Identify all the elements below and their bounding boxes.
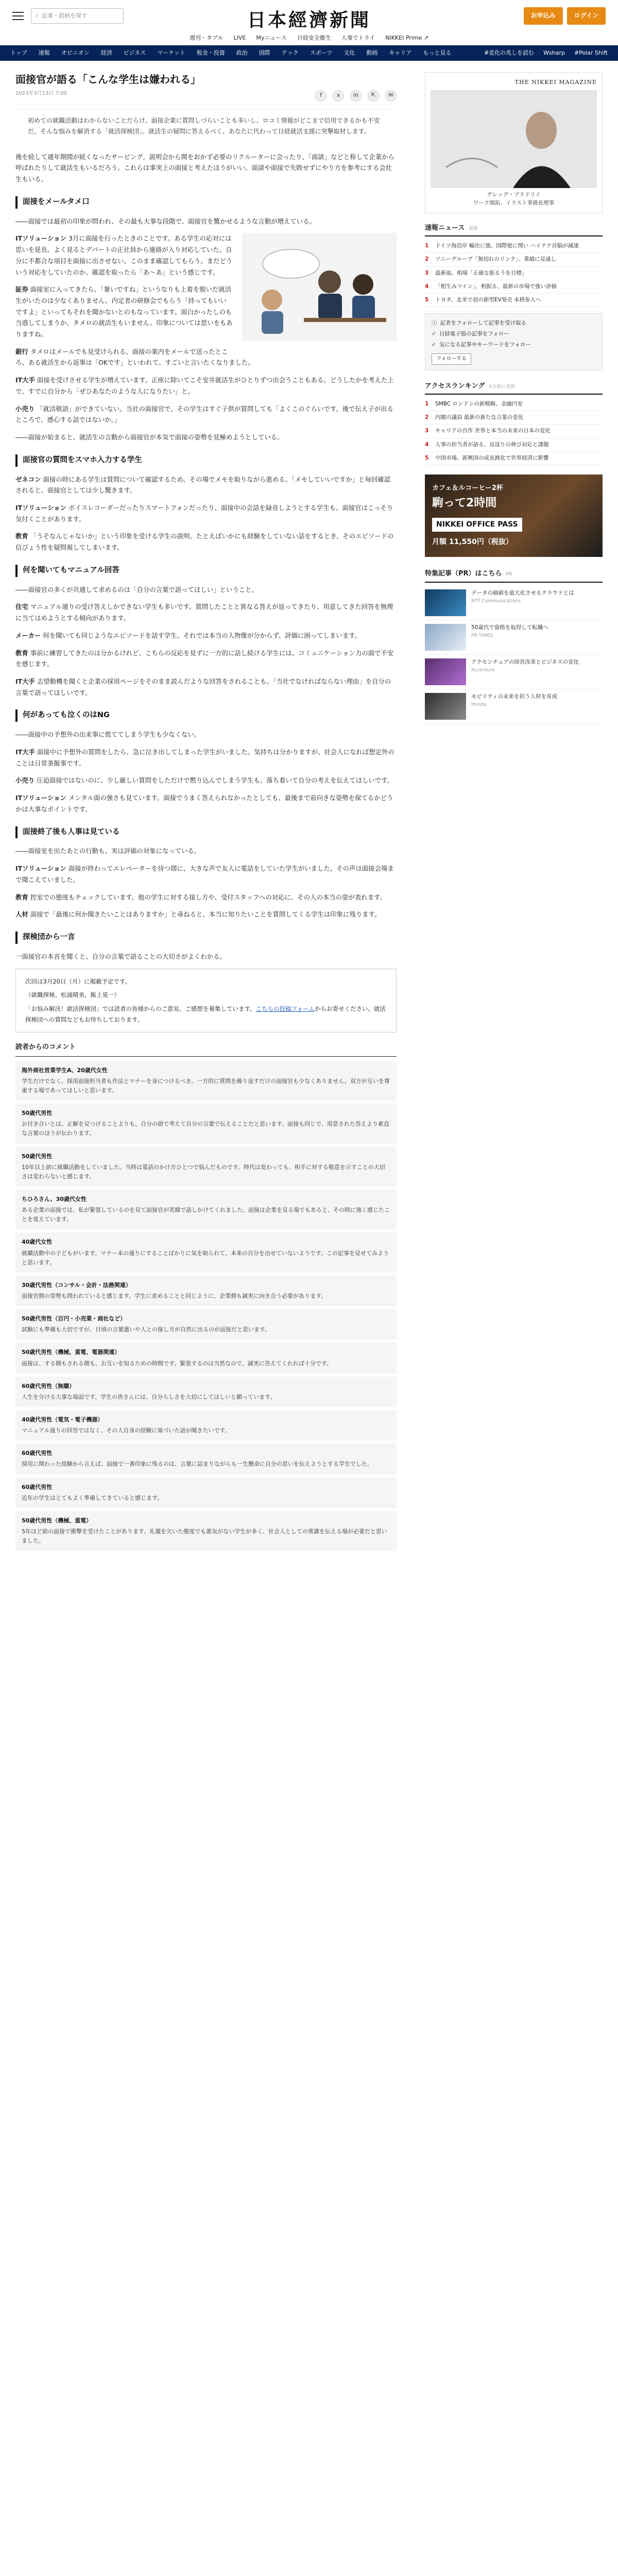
- speaker-text: 3月に面接を行ったときのことです。ある学生の応対には思いを延長。よく見るとデパートの正社員から連絡が入り対応していた。自分に不都合な項目を面接に出させない、このまま確認してもらう。まだどういう対応をしていたのか、確認を取ったら「あ～あ」という感じです。: [15, 234, 233, 276]
- ranking-item[interactable]: 1 ドイツ海沿岸 輸出に強、国際便に関い ハイテク首脳が減速: [425, 240, 603, 253]
- comment-author: 30歳代男性（コンサル・会計・法務関連）: [22, 1281, 131, 1289]
- login-button[interactable]: ログイン: [567, 7, 606, 25]
- nav-item[interactable]: 文化: [344, 49, 355, 56]
- share-icon[interactable]: ⇱: [368, 90, 379, 101]
- subnav-item[interactable]: 週刊・タブル: [189, 35, 224, 42]
- access-ranking-item[interactable]: 1 SMBC ロンドンの新戦略、金融円安: [425, 398, 603, 411]
- paragraph: ――面接では最初の印象が問われ、その最も大事な段階で、面接官を驚かせるような言動が増えている。: [15, 217, 316, 225]
- comment-text: 学生だけでなく、採用面接担当者も作法とマナーを身につけるべき。一方的に質問を繰り返すだけの面接官も少なくありません。双方が互いを尊重する場であってほしいと思います。: [22, 1077, 390, 1094]
- access-ranking-title: アクセスランキング: [425, 382, 485, 390]
- speaker-text: メンタル面の強さも見ています。面接でうまく答えられなかったとしても、最後まで前向きな姿勢を保てるかどうかは大事なポイントです。: [15, 794, 393, 813]
- subnav-item[interactable]: NIKKEI Prime ↗: [385, 35, 429, 42]
- nav-tag[interactable]: #Polar Shift: [574, 49, 608, 56]
- portrait-image: [431, 90, 597, 188]
- paragraph: ――面接が始まると、就活生の言動から面接官が本気で面接の姿勢を見極めようとしている。: [15, 433, 284, 441]
- comment-text: 採用に関わった経験から言えば、面接で一番印象に残るのは、言葉に詰まりながらも一生懸命に自分の思いを伝えようとする学生でした。: [22, 1461, 373, 1468]
- subnav-item[interactable]: Myニュース: [256, 35, 287, 42]
- pr-item[interactable]: モビリティの未来を担う人材を育成 Honda: [425, 689, 603, 724]
- ranking-heading: [425, 223, 603, 236]
- section-heading: 面接終了後も人事は見ている: [15, 826, 397, 839]
- speaker-label: ゼネコン: [15, 475, 41, 483]
- section-heading: 何があっても泣くのはNG: [15, 709, 397, 722]
- ranking-item[interactable]: 4 「相生みツイン」、相振る、最新の市場で強い評価: [425, 280, 603, 294]
- pr-thumbnail: [425, 693, 466, 720]
- article-title: 面接官が語る「こんな学生は嫌われる」: [15, 73, 201, 86]
- comment-author: 50歳代男性（機械、重電）: [22, 1517, 92, 1524]
- comment-author: 60歳代男性: [22, 1450, 53, 1457]
- comment-item: [15, 1061, 397, 1100]
- hamburger-menu-icon[interactable]: [12, 12, 24, 20]
- speaker-label: ITソリューション: [15, 794, 66, 802]
- search-input[interactable]: [31, 8, 124, 24]
- speaker-text: 面接で「最後に何か聞きたいことはありますか」と尋ねると、本当に知りたいことを質問してくる学生は印象に残ります。: [30, 910, 381, 919]
- follow-button[interactable]: フォローする: [432, 353, 471, 365]
- facebook-share-icon[interactable]: f: [315, 90, 327, 101]
- article-illustration: [242, 233, 397, 341]
- subnav-item[interactable]: 日経安全衛生: [297, 35, 331, 42]
- speaker-label: 小売り: [15, 776, 35, 785]
- speaker-text: 「うそなんじゃないか」という印象を受ける学生の説明。たとえばいかにも経験をしていない話をするとき、そのエピソードの信ぴょう性を疑問視してしまいます。: [15, 532, 394, 552]
- access-ranking-note: 5分前に更新: [489, 384, 515, 389]
- nav-item[interactable]: マーケット: [157, 49, 185, 56]
- speaker-label: 人材: [15, 910, 28, 919]
- speaker-text: 事前に練習してきたのは分かるけれど、こちらの反応を見ずに一方的に話し続ける学生には、コミュニケーション力の面で不安を感じます。: [15, 649, 394, 668]
- speaker-label: 小売り: [15, 404, 35, 413]
- nav-tag[interactable]: Wsharp: [543, 49, 565, 56]
- subnav-item[interactable]: 人事でトライ: [341, 35, 375, 42]
- nav-item[interactable]: スポーツ: [310, 49, 333, 56]
- nav-item[interactable]: テック: [281, 49, 299, 56]
- speaker-label: 銀行: [15, 347, 28, 355]
- speaker-text: 面接中に予想外の質問をしたら、急に泣き出してしまった学生がいました。気持ちは分かりますが、社会人になれば想定外のことは日常茶飯事です。: [15, 748, 394, 767]
- ranking-item[interactable]: 5 トヨタ、北米で初の新型EV発売 本格参入へ: [425, 294, 603, 307]
- section-heading: 面接官の質問をスマホ入力する学生: [15, 454, 397, 467]
- access-ranking-item[interactable]: 5 中国市場、新興国の成長鈍化で世界経済に影響: [425, 452, 603, 465]
- pr-item[interactable]: アクセンチュアの経営改革とビジネスの変化 Accenture: [425, 655, 603, 689]
- subscribe-button[interactable]: お申込み: [524, 7, 563, 25]
- nav-tag[interactable]: #変化の兆しを読む: [484, 49, 535, 56]
- info-box: [15, 969, 397, 1033]
- comment-item: [15, 1410, 397, 1440]
- comment-text: 近年の学生はとてもよく準備してきていると感じます。: [22, 1494, 163, 1501]
- comment-author: 50歳代男性（百円・小売業・商社など）: [22, 1315, 126, 1323]
- speaker-label: IT大手: [15, 376, 35, 384]
- speaker-label: 証券: [15, 285, 28, 294]
- comment-text: ある企業の面接では、私が緊張しているのを見て面接官が笑顔で話しかけてくれました。面接は企業を見る場でもあると、その時に強く感じたことを覚えています。: [22, 1207, 390, 1223]
- pr-heading: [425, 568, 603, 582]
- credit-line: （就職探検、松浦晴美、飯上晃一）: [25, 991, 120, 999]
- main-navigation: [0, 45, 618, 61]
- speaker-label: 住宅: [15, 603, 28, 611]
- comment-item: [15, 1511, 397, 1551]
- feedback-text: からお寄せください。就活探検団への質問などもお待ちしております。: [25, 1005, 386, 1023]
- pr-thumbnail: [425, 624, 466, 651]
- speaker-text: 面接を受けさせる学生が増えています。正座に除いてこそ安井就活生がひとりずつ出会うこともある。どうしたかを考えた上で、すでに自分から「ぜひあなたのような人になりたい」と。: [15, 376, 394, 395]
- comment-text: 面接官側の姿勢も問われていると感じます。学生に求めることと同じように、企業側も誠実に向き合う必要があります。: [22, 1293, 327, 1299]
- sidebar: [425, 72, 603, 1554]
- nav-item[interactable]: キャリア: [389, 49, 412, 56]
- speaker-text: 志望動機を聞くと企業の採用ページをそのまま読んだような回答をされることも。「当社でなければならない理由」を自分の言葉で語ってほしいです。: [15, 677, 391, 697]
- ranking-list: [425, 240, 603, 307]
- paragraph: 一面接官の本音を聞くと、自分の言葉で語ることの大切さがよくわかる。: [15, 952, 226, 960]
- comment-author: 40歳代女性: [22, 1239, 53, 1246]
- reader-comments: [15, 1042, 397, 1551]
- access-ranking-item[interactable]: 3 キャリアの自作 世界と本当の未来の日本の変化: [425, 425, 603, 438]
- nav-item[interactable]: 政治: [236, 49, 248, 56]
- comment-item: [15, 1147, 397, 1187]
- info-icon: ⓘ: [432, 320, 437, 327]
- access-ranking-item[interactable]: 2 内閣の議員 最新の新たな言葉の変化: [425, 411, 603, 425]
- speaker-label: 教育: [15, 649, 28, 657]
- nav-item[interactable]: 速報: [38, 49, 50, 56]
- speaker-text: マニュアル通りの受け答えしかできない学生も多いです。質問したことと異なる答えが返ってきたり、用意してきた回答を無理に当てはめようとする傾向があります。: [15, 603, 393, 622]
- nav-item[interactable]: 国際: [259, 49, 270, 56]
- pr-note: PR: [506, 572, 512, 578]
- site-logo[interactable]: 日本經濟新聞: [247, 9, 371, 31]
- comment-item: [15, 1444, 397, 1474]
- speaker-label: ITソリューション: [15, 865, 66, 873]
- speaker-text: 何を聞いても同じようなエピソードを話す学生。それでは本当の人物像が分からず、評価に困ってしまいます。: [43, 631, 361, 639]
- speaker-text: タメロはメールでも見受けられる。面接の案内をメールで送ったところ、ある就活生から返事は「OKです」といわれて、すごいと言いたくなりました。: [15, 347, 254, 367]
- article-date: 2023年3月13日 7:00: [15, 91, 67, 96]
- comment-author: 60歳代男性（無職）: [22, 1382, 75, 1389]
- next-issue-note: 次回は3月20日（月）に掲載予定です。: [25, 977, 131, 985]
- comment-text: お付き合いとは、正解を見つけることよりも、自分の頭で考えて自分の言葉で伝えることだと思います。面接も同じで、用意された答えより素直な言葉のほうが伝わります。: [22, 1121, 389, 1137]
- speaker-text: 面接室に入ってきたら、「暑いですね」というなりも上着を脱いだ就活生がいたのは少なくありません。内定者の研修会でもらう「持ってもいいですよ」といってもそれを聞かないとのもなっています。面白かったしのも当惑してしまうか、タメロの就活生もいません。印象については思いをもありますね。: [15, 285, 233, 338]
- speaker-label: IT大手: [15, 677, 35, 685]
- access-ranking-list: [425, 398, 603, 465]
- comment-text: 面接は、する側もされる側も、お互いを知るための時間です。緊張するのは当然なので、誠実に答えてくれれば十分です。: [22, 1360, 333, 1367]
- search-icon: ⌕: [36, 12, 39, 19]
- speaker-text: 圧迫面接ではないのに、少し厳しい質問をしただけで黙り込んでしまう学生も。落ち着いて自分の考えを伝えてほしいです。: [37, 776, 394, 785]
- comment-author: ちひろさん、30歳代女性: [22, 1196, 87, 1203]
- nav-item[interactable]: 税金・投資: [196, 49, 225, 56]
- section-heading: 面接をメールタメ口: [15, 196, 397, 209]
- speaker-text: 控室での態度もチェックしています。他の学生に対する接し方や、受付スタッフへの対応に、その人の本当の姿が表れます。: [30, 893, 386, 901]
- subnav-item[interactable]: LIVE: [233, 35, 246, 42]
- pr-title: 特集記事（PR）はこちら: [425, 570, 502, 578]
- paragraph: 後を続して通年期間が続くなったサービング。説明会から関をおかず必要のリクルーターに会ったり、「面談」などと称して企業から呼ばれたりして就活生もいるだろう。これらは事実上の面接と考えたほうがいい。面談や面接で失敗せずにやり方を参考にする会社生もいる。: [15, 152, 394, 183]
- comment-item: [15, 1309, 397, 1340]
- comment-text: 就職活動中の子どもがいます。マナー本の通りにすることばかりに気を取られて、本来の自分を出せていないようです。この記事を見せてみようと思います。: [22, 1249, 389, 1266]
- pr-item[interactable]: 50歳代で資格を取得して転職へ PR TIMES: [425, 620, 603, 655]
- comment-author: 40歳代男性（電気・電子機器）: [22, 1416, 104, 1423]
- ranking-item[interactable]: 2 ソニーグループ「無切れのリンク」、業績に見通し: [425, 253, 603, 266]
- ad-caption-name: グレッグ・ブラドリイ: [487, 192, 541, 198]
- mail-icon[interactable]: ✉: [385, 90, 397, 101]
- nav-item[interactable]: トップ: [10, 49, 27, 56]
- comment-author: 50歳代男性（機械、重電、電器関連）: [22, 1349, 121, 1356]
- speaker-label: IT大手: [15, 748, 35, 756]
- speaker-label: 教育: [15, 893, 28, 901]
- paragraph: ――面接室を出たあとの行動も、実は評価の対象になっている。: [15, 847, 201, 855]
- speaker-label: ITソリューション: [15, 234, 66, 243]
- nav-item[interactable]: 経済: [100, 49, 112, 56]
- ranking-note: 最新: [469, 226, 478, 231]
- speaker-label: 教育: [15, 532, 28, 540]
- check-icon: ✓: [432, 330, 436, 337]
- article-main: [15, 72, 397, 1554]
- pr-item[interactable]: データの価値を最大化させるクラウドとは NTT Communications: [425, 586, 603, 620]
- nav-item[interactable]: ビジネス: [123, 49, 146, 56]
- comment-author: 60歳代男性: [22, 1483, 53, 1490]
- ad-caption-role: ワーク開拓、イラスト事務長理事: [473, 199, 555, 206]
- speaker-label: メーカー: [15, 631, 41, 639]
- comment-item: [15, 1104, 397, 1143]
- paragraph: ――面接官の多くが共通して求めるのは「自分の言葉で語ってほしい」ということ。: [15, 585, 258, 594]
- comment-item: [15, 1190, 397, 1229]
- comment-item: [15, 1232, 397, 1272]
- pr-thumbnail: [425, 658, 466, 685]
- feedback-text: 「お悩み解決！就活探検団」では読者の皆様からのご意見、ご感想を募集しています。: [25, 1005, 256, 1012]
- speaker-text: 「就活敬語」ができていない。当社の面接官で、その学生はすぐ子供が質問しても「よくこのぐらいです。後で伝え子が出るところで、感心する話ではないか。」: [15, 404, 393, 424]
- speaker-text: 面接の時にある学生は質問について確認するため、その場でメモを取りながら進める。「メモしていいですか」と毎回確認されると、面接官としては少し驚きます。: [15, 475, 391, 495]
- comment-item: [15, 1276, 397, 1306]
- office-pass-banner[interactable]: カフェ＆ルコーヒー2杯 駒って2時間 NIKKEI OFFICE PASS 月額 11,550円（税抜）: [425, 474, 603, 557]
- nav-item[interactable]: オピニオン: [61, 49, 90, 56]
- paragraph: ――面接中の予想外の出来事に慌ててしまう学生も少なくない。: [15, 731, 201, 739]
- article-lead: 初めての就職活動はわからないことだらけ。面接企業に質問しづらいことも多いし、ロコミ情報がどこまで信用できるかも不安だ。そんな悩みを解消する「就活探検団」。就活生の疑問に答えるべく、あなたに代わって日経就活支援に突撃取材します。: [15, 109, 397, 144]
- comment-text: 試験にも準備も大切ですが、日頃の言葉遣いや人との接し方が自然に出るのが面接だと思います。: [22, 1326, 271, 1333]
- access-ranking-heading: [425, 381, 603, 395]
- comment-item: [15, 1478, 397, 1508]
- x-share-icon[interactable]: x: [333, 90, 344, 101]
- comment-item: [15, 1343, 397, 1373]
- nav-item[interactable]: もっと見る: [423, 49, 452, 56]
- speaker-text: ボイスレコーダーだったりスマートフォンだったり、面接中の会話を録音しようとする学生も。面接官はこっそり気付くことがあります。: [15, 504, 393, 523]
- top-bar: [0, 0, 618, 32]
- pr-thumbnail: [425, 589, 466, 616]
- magazine-title: THE NIKKEI MAGAZINE: [514, 79, 597, 86]
- linkedin-share-icon[interactable]: in: [350, 90, 362, 101]
- section-heading: 探検団から一言: [15, 931, 397, 944]
- comment-author: 海外商社営業学生A、20歳代女性: [22, 1066, 108, 1074]
- comment-text: 10年以上前に就職活動をしていました。当時は電話のかけ方ひとつで悩んだものです。時代は変わっても、相手に対する敬意を示すことの大切さは変わらないと感じます。: [22, 1163, 385, 1180]
- ranking-title: 速報ニュース: [425, 224, 465, 232]
- speaker-label: ITソリューション: [15, 504, 66, 512]
- nav-item[interactable]: 動画: [366, 49, 378, 56]
- comments-heading: 読者からのコメント: [15, 1042, 397, 1056]
- magazine-ad[interactable]: [425, 72, 603, 213]
- ranking-item[interactable]: 3 最新取、相場「正確な振るうを目標」: [425, 267, 603, 280]
- comment-text: マニュアル通りの回答ではなく、その人自身の経験に基づいた話が聞きたいです。: [22, 1427, 231, 1434]
- check-icon: ✓: [432, 341, 436, 348]
- search-placeholder: 記事・銘柄を探す: [42, 12, 88, 19]
- comment-text: 人生を分ける大事な場面です。学生の皆さんには、自分らしさを大切にしてほしいと願っています。: [22, 1393, 276, 1400]
- speaker-text: 面接が終わってエレベーターを待つ間に、大きな声で友人に電話をしていた学生がいました。その声は面接会場まで聞こえていました。: [15, 865, 394, 884]
- share-buttons: [15, 90, 397, 101]
- section-heading: 何を聞いてもマニュアル回答: [15, 565, 397, 577]
- access-ranking-item[interactable]: 4 人事の担当者が語る、見返りの伸び対応と課題: [425, 438, 603, 452]
- comment-author: 50歳代男性: [22, 1110, 53, 1117]
- follow-box: ⓘ 記者をフォローして記事を受け取る ✓ 日経電子版の記事をフォロー ✓ 気になる記事やキーワードをフォロー フォローする: [425, 313, 603, 370]
- feedback-form-link[interactable]: こちらの投稿フォーム: [255, 1005, 315, 1012]
- comment-text: 5年ほど前の面接で衝撃を受けたことがあります。礼儀を欠いた態度でも悪気がない学生が多く、社会人としての常識を伝える場が必要だと思いました。: [22, 1528, 387, 1545]
- comment-author: 50歳代男性: [22, 1153, 53, 1160]
- comment-item: [15, 1377, 397, 1407]
